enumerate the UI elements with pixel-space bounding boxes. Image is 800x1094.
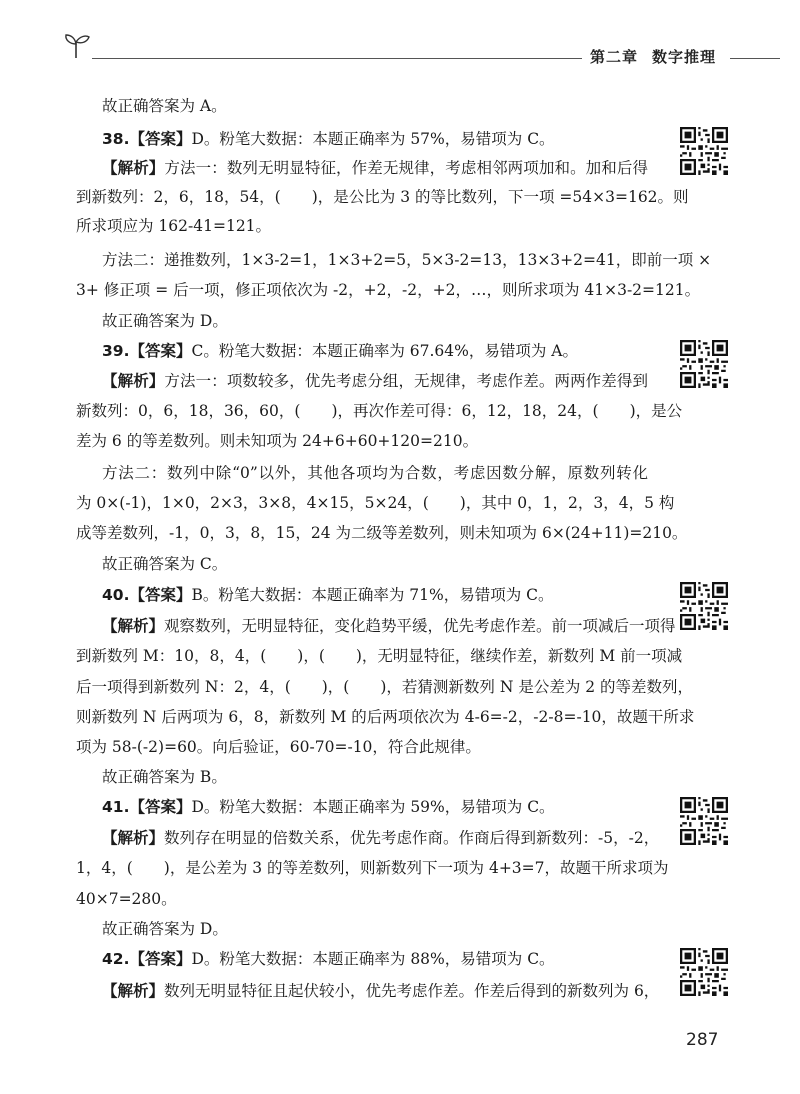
text-line: 3+ 修正项 = 后一项，修正项依次为 -2，+2，-2，+2，…，则所求项为 41×3-2=121。 xyxy=(76,281,701,299)
header-rule-left xyxy=(92,58,582,59)
header-rule-right xyxy=(730,58,780,59)
text-line: 故正确答案为 B。 xyxy=(102,768,227,786)
text-line: 后一项得到新数列 N：2，4，( )，( )，若猜测新数列 N 是公差为 2 的等差数列， xyxy=(76,678,694,696)
analysis-line-41 xyxy=(102,828,660,848)
text-line: 1，4，( )，是公差为 3 的等差数列，则新数列下一项为 4+3=7，故题干所求项为 xyxy=(76,859,669,877)
text-line: 差为 6 的等差数列。则未知项为 24+6+60+120=210。 xyxy=(76,432,479,450)
chapter-title: 数字推理 xyxy=(652,48,717,66)
answer-label: 38.【答案】 xyxy=(102,130,192,148)
analysis-line-39 xyxy=(102,371,648,391)
text-line: 所求项应为 162-41=121。 xyxy=(76,217,272,235)
qr-code-icon[interactable] xyxy=(680,948,728,996)
analysis-line-40 xyxy=(102,616,676,636)
text-line: 为 0×(-1)，1×0，2×3，3×8，4×15，5×24，( )，其中 0，1，2，3，4，5 构 xyxy=(76,494,675,512)
answer-text: D。粉笔大数据：本题正确率为 88%，易错项为 C。 xyxy=(191,950,555,968)
text-line: 项为 58-(-2)=60。向后验证，60-70=-10，符合此规律。 xyxy=(76,738,481,756)
chapter-heading xyxy=(590,46,716,67)
answer-line-40 xyxy=(102,585,554,605)
text-line: 到新数列：2，6，18，54，( )，是公比为 3 的等比数列，下一项 =54×3=162。则 xyxy=(76,188,689,206)
answer-line-41 xyxy=(102,797,555,817)
text-line: 成等差数列，-1，0，3，8，15，24 为二级等差数列，则未知项为 6×(24+11)=210。 xyxy=(76,524,688,542)
analysis-label: 【解析】 xyxy=(102,982,165,1000)
answer-line-38 xyxy=(102,129,555,149)
qr-code-icon[interactable] xyxy=(680,797,728,845)
analysis-label: 【解析】 xyxy=(102,159,165,177)
answer-label: 42.【答案】 xyxy=(102,950,192,968)
analysis-text: 方法一：数列无明显特征，作差无规律，考虑相邻两项加和。加和后得 xyxy=(164,159,648,177)
page-number: 287 xyxy=(686,1030,719,1050)
sprout-icon xyxy=(62,30,92,60)
analysis-label: 【解析】 xyxy=(102,617,165,635)
answer-text: C。粉笔大数据：本题正确率为 67.64%，易错项为 A。 xyxy=(191,342,578,360)
text-line: 40×7=280。 xyxy=(76,890,177,908)
text-line: 故正确答案为 D。 xyxy=(102,920,228,938)
text-line: 故正确答案为 C。 xyxy=(102,555,228,573)
analysis-line-38 xyxy=(102,158,648,178)
analysis-line-42 xyxy=(102,981,660,1001)
analysis-text: 观察数列，无明显特征，变化趋势平缓，优先考虑作差。前一项减后一项得 xyxy=(164,617,676,635)
analysis-label: 【解析】 xyxy=(102,829,165,847)
qr-code-icon[interactable] xyxy=(680,582,728,630)
text-line: 故正确答案为 A。 xyxy=(102,97,227,115)
text-line: 则新数列 N 后两项为 6，8，新数列 M 的后两项依次为 4-6=-2，-2-8=-10，故题干所求 xyxy=(76,708,695,726)
chapter-number: 第二章 xyxy=(590,48,639,66)
answer-label: 41.【答案】 xyxy=(102,798,192,816)
analysis-text: 数列无明显特征且起伏较小，优先考虑作差。作差后得到的新数列为 6， xyxy=(164,982,660,1000)
text-line: 到新数列 M：10，8，4，( )，( )，无明显特征，继续作差，新数列 M 前一项减 xyxy=(76,647,683,665)
answer-label: 39.【答案】 xyxy=(102,342,192,360)
answer-text: D。粉笔大数据：本题正确率为 59%，易错项为 C。 xyxy=(191,798,555,816)
answer-text: B。粉笔大数据：本题正确率为 71%，易错项为 C。 xyxy=(191,586,554,604)
answer-label: 40.【答案】 xyxy=(102,586,192,604)
text-line: 方法二：递推数列，1×3-2=1，1×3+2=5，5×3-2=13，13×3+2=41，即前一项 × xyxy=(102,251,712,269)
analysis-text: 方法一：项数较多，优先考虑分组，无规律，考虑作差。两两作差得到 xyxy=(164,372,648,390)
analysis-text: 数列存在明显的倍数关系，优先考虑作商。作商后得到新数列：-5，-2， xyxy=(164,829,660,847)
text-line: 故正确答案为 D。 xyxy=(102,312,228,330)
page-header xyxy=(0,0,800,80)
answer-line-42 xyxy=(102,949,555,969)
answer-text: D。粉笔大数据：本题正确率为 57%，易错项为 C。 xyxy=(191,130,555,148)
text-line: 方法二：数列中除“0”以外，其他各项均为合数，考虑因数分解，原数列转化 xyxy=(102,464,648,482)
analysis-label: 【解析】 xyxy=(102,372,165,390)
qr-code-icon[interactable] xyxy=(680,340,728,388)
text-line: 新数列：0，6，18，36，60，( )，再次作差可得：6，12，18，24，( )，是公 xyxy=(76,402,683,420)
qr-code-icon[interactable] xyxy=(680,127,728,175)
answer-line-39 xyxy=(102,341,578,361)
